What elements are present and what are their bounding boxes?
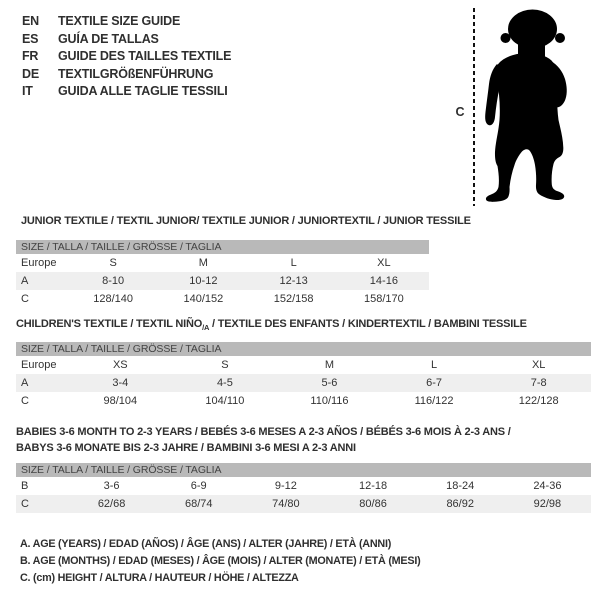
cell: 74/80	[242, 495, 329, 513]
size-header-row	[16, 342, 591, 356]
language-row	[22, 48, 231, 66]
note-age-years: A. AGE (YEARS) / EDAD (AÑOS) / ÂGE (ANS) / ALTER (JAHRE) / ETÀ (ANNI)	[20, 538, 392, 550]
cell: L	[431, 359, 438, 371]
cell: 3-6	[103, 480, 120, 492]
cell: 110/116	[310, 395, 349, 407]
row-label: A	[16, 374, 68, 392]
size-header-row	[16, 240, 429, 254]
cell: 152/158	[273, 293, 314, 305]
language-title-list	[22, 13, 231, 101]
row-label: Europe	[21, 359, 57, 371]
language-code: DE	[22, 66, 39, 81]
cell: 122/128	[518, 395, 559, 407]
row-label: Europe	[21, 257, 57, 269]
cell: 92/98	[504, 495, 591, 513]
cell: 140/152	[183, 293, 224, 305]
cell: 62/68	[68, 495, 155, 513]
table-row	[16, 374, 591, 392]
table-row	[16, 495, 591, 513]
children-title-subscript: /A	[202, 323, 210, 333]
cell: M	[198, 257, 208, 269]
language-code: EN	[22, 14, 39, 28]
table-row	[16, 392, 591, 410]
cell: 12-18	[358, 480, 388, 492]
children-table-title	[16, 318, 527, 332]
cell: XL	[377, 257, 391, 269]
cell: 9-12	[274, 480, 297, 492]
language-title: GUIDA ALLE TAGLIE TESSILI	[58, 84, 228, 99]
size-header-label: SIZE / TALLA / TAILLE / GRÖSSE / TAGLIA	[16, 463, 591, 477]
cell: M	[324, 359, 335, 371]
cell: S	[221, 359, 229, 371]
cell: 86/92	[417, 495, 504, 513]
table-row	[16, 272, 429, 290]
cell: 18-24	[446, 480, 475, 492]
cell: XS	[112, 359, 128, 371]
cell: 128/140	[93, 293, 133, 305]
table-row	[16, 254, 429, 272]
babies-table-title	[16, 425, 511, 456]
cell: L	[290, 257, 297, 269]
babies-title-line2: BABYS 3-6 MONATE BIS 2-3 JAHRE / BAMBINI 3-6 MESI A 2-3 ANNI	[16, 441, 356, 454]
cell: 6-9	[190, 480, 207, 492]
table-row	[16, 356, 591, 374]
cell: 5-6	[277, 374, 382, 392]
row-label: B	[21, 480, 29, 492]
row-label: C	[16, 495, 68, 513]
size-header-row	[16, 463, 591, 477]
cell: 7-8	[486, 374, 591, 392]
note-age-months: B. AGE (MONTHS) / EDAD (MESES) / ÂGE (MOIS) / ALTER (MONATE) / ETÀ (MESI)	[20, 554, 421, 567]
cell: 98/104	[103, 395, 138, 407]
height-marker-label: C	[455, 105, 465, 119]
table-row	[16, 290, 429, 308]
row-label: A	[16, 272, 68, 290]
language-row	[22, 31, 231, 49]
cell: 80/86	[329, 495, 416, 513]
language-row	[22, 13, 231, 31]
legend-notes	[20, 536, 420, 586]
cell: XL	[531, 359, 546, 371]
cell: 24-36	[533, 480, 562, 492]
babies-size-table	[16, 463, 591, 513]
cell: 10-12	[158, 272, 248, 290]
cell: 12-13	[249, 272, 339, 290]
height-measure-dashed-line	[473, 8, 475, 206]
cell: 3-4	[68, 374, 173, 392]
children-title-text: CHILDREN'S TEXTILE / TEXTIL NIÑO	[16, 318, 203, 330]
language-code: FR	[22, 49, 39, 64]
language-title: TEXTILGRÖßENFÜHRUNG	[58, 66, 214, 81]
row-label: C	[21, 395, 29, 407]
cell: S	[109, 257, 117, 269]
junior-table-title: JUNIOR TEXTILE / TEXTIL JUNIOR/ TEXTILE JUNIOR / JUNIORTEXTIL / JUNIOR TESSILE	[21, 215, 471, 227]
row-label: C	[21, 293, 29, 305]
note-height-cm: C. (cm) HEIGHT / ALTURA / HAUTEUR / HÖHE / ALTEZZA	[20, 571, 299, 584]
children-size-table	[16, 342, 591, 410]
cell: 4-5	[173, 374, 278, 392]
cell: 6-7	[382, 374, 487, 392]
language-title: GUIDE DES TAILLES TEXTILE	[58, 49, 232, 64]
language-code: IT	[22, 84, 33, 99]
language-row	[22, 83, 231, 101]
language-title: TEXTILE SIZE GUIDE	[58, 14, 181, 28]
children-title-text: / TEXTILE DES ENFANTS / KINDERTEXTIL / BAMBINI TESSILE	[209, 318, 527, 330]
table-row	[16, 477, 591, 495]
babies-title-line1: BABIES 3-6 MONTH TO 2-3 YEARS / BEBÉS 3-6 MESES A 2-3 AÑOS / BÉBÉS 3-6 MOIS À 2-3 ANS /	[16, 426, 511, 438]
toddler-silhouette	[484, 8, 574, 208]
cell: 68/74	[155, 495, 242, 513]
size-header-label: SIZE / TALLA / TAILLE / GRÖSSE / TAGLIA	[16, 342, 591, 356]
cell: 116/122	[414, 395, 454, 407]
cell: 14-16	[339, 272, 429, 290]
language-code: ES	[22, 31, 39, 46]
cell: 104/110	[205, 395, 245, 407]
cell: 8-10	[68, 272, 158, 290]
size-header-label: SIZE / TALLA / TAILLE / GRÖSSE / TAGLIA	[16, 240, 429, 254]
junior-size-table	[16, 240, 429, 308]
language-row	[22, 66, 231, 84]
cell: 158/170	[363, 293, 404, 305]
language-title: GUÍA DE TALLAS	[58, 31, 159, 46]
